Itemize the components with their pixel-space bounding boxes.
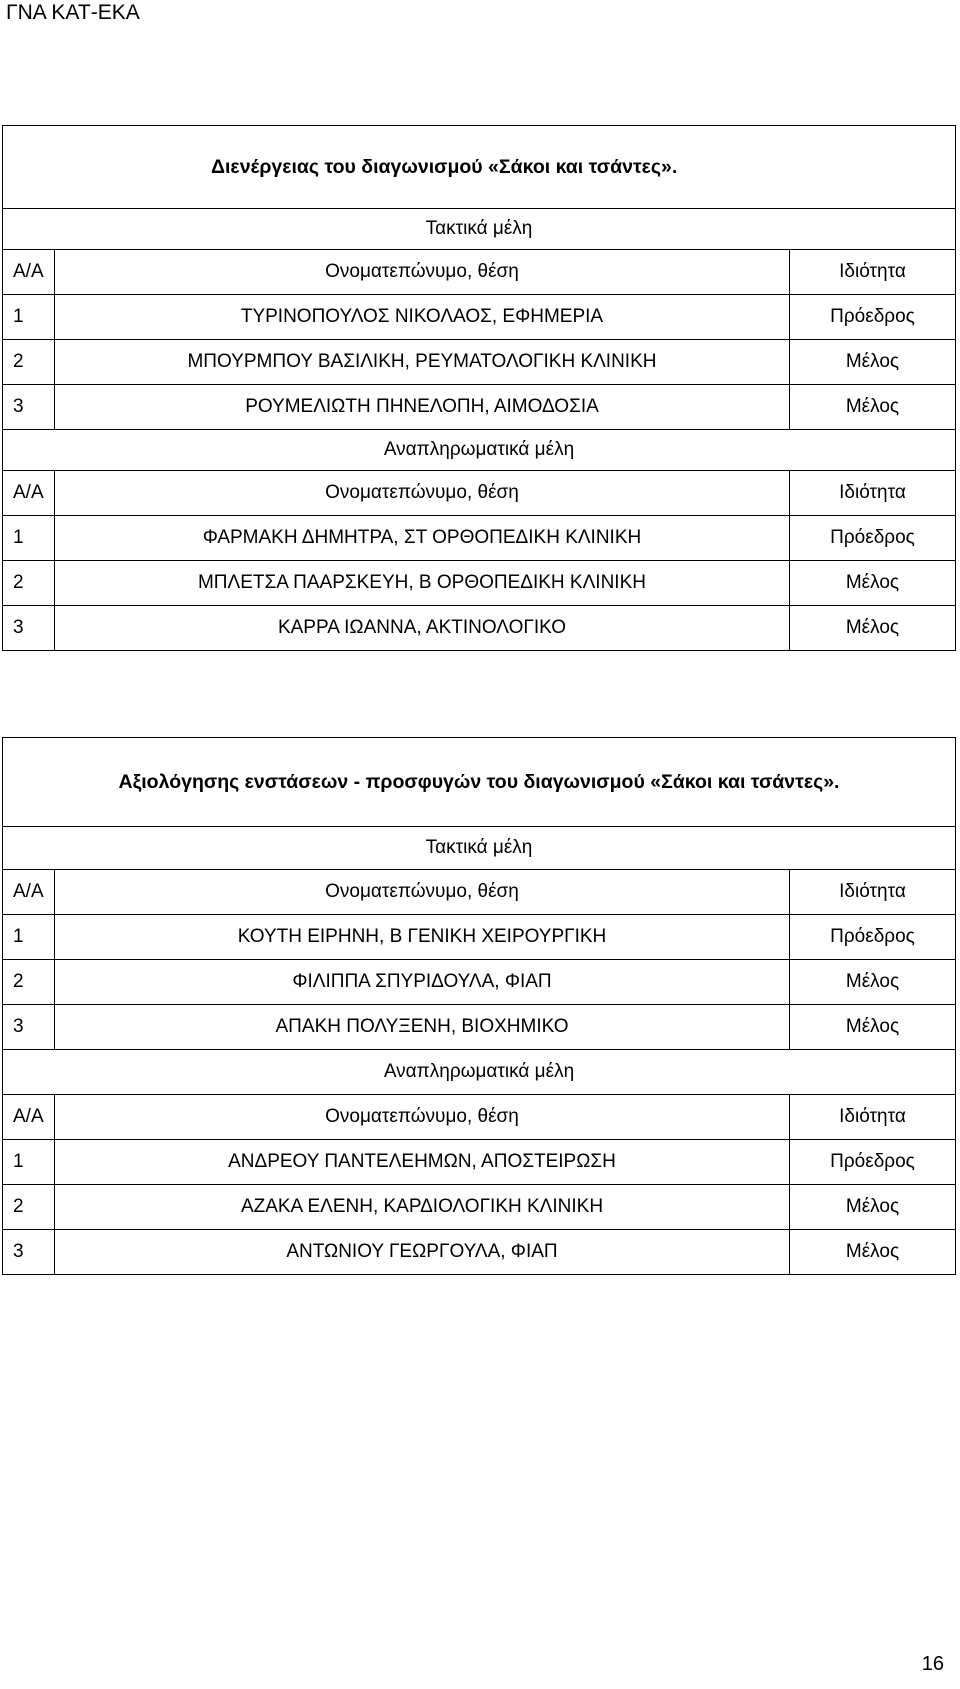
column-header-number: Α/Α — [3, 870, 55, 915]
row-role: Μέλος — [789, 385, 955, 430]
row-role: Μέλος — [789, 561, 955, 606]
row-name: ΤΥΡΙΝΟΠΟΥΛΟΣ ΝΙΚΟΛΑΟΣ, ΕΦΗΜΕΡΙΑ — [55, 295, 790, 340]
section-label-alternate: Αναπληρωματικά μέλη — [3, 430, 956, 471]
section-row — [3, 209, 956, 250]
section-row — [3, 1050, 956, 1095]
header-row — [3, 870, 956, 915]
table-row — [3, 960, 956, 1005]
row-role: Μέλος — [789, 340, 955, 385]
table-title: Αξιολόγησης ενστάσεων - προσφυγών του διαγωνισμού «Σάκοι και τσάντες». — [3, 738, 956, 827]
row-role: Μέλος — [789, 1185, 955, 1230]
row-role: Μέλος — [789, 1230, 955, 1275]
row-role: Μέλος — [789, 960, 955, 1005]
column-header-number: Α/Α — [3, 471, 55, 516]
row-role: Πρόεδρος — [789, 915, 955, 960]
row-name: ΚΟΥΤΗ ΕΙΡΗΝΗ, Β ΓΕΝΙΚΗ ΧΕΙΡΟΥΡΓΙΚΗ — [55, 915, 790, 960]
column-header-name: Ονοματεπώνυμο, θέση — [55, 1095, 790, 1140]
row-number: 3 — [3, 1230, 55, 1275]
table-title-row — [3, 738, 956, 827]
row-role: Πρόεδρος — [789, 516, 955, 561]
row-name: ΜΠΛΕΤΣΑ ΠΑΑΡΣΚΕΥΗ, Β ΟΡΘΟΠΕΔΙΚΗ ΚΛΙΝΙΚΗ — [55, 561, 790, 606]
row-name: ΑΠΑΚΗ ΠΟΛΥΞΕΝΗ, ΒΙΟΧΗΜΙΚΟ — [55, 1005, 790, 1050]
section-row — [3, 430, 956, 471]
row-role: Πρόεδρος — [789, 1140, 955, 1185]
table-row — [3, 385, 956, 430]
row-name: ΦΑΡΜΑΚΗ ΔΗΜΗΤΡΑ, ΣΤ ΟΡΘΟΠΕΔΙΚΗ ΚΛΙΝΙΚΗ — [55, 516, 790, 561]
row-name: ΚΑΡΡΑ ΙΩΑΝΝΑ, ΑΚΤΙΝΟΛΟΓΙΚΟ — [55, 606, 790, 651]
column-header-name: Ονοματεπώνυμο, θέση — [55, 870, 790, 915]
table-row — [3, 915, 956, 960]
row-number: 3 — [3, 606, 55, 651]
header-row — [3, 471, 956, 516]
row-number: 1 — [3, 1140, 55, 1185]
column-header-number: Α/Α — [3, 250, 55, 295]
row-number: 1 — [3, 295, 55, 340]
page-number: 16 — [921, 1653, 944, 1675]
row-name: ΦΙΛΙΠΠΑ ΣΠΥΡΙΔΟΥΛΑ, ΦΙΑΠ — [55, 960, 790, 1005]
header-row — [3, 1095, 956, 1140]
row-number: 2 — [3, 960, 55, 1005]
row-number: 2 — [3, 340, 55, 385]
table-row — [3, 1005, 956, 1050]
table-row — [3, 1140, 956, 1185]
table-row — [3, 295, 956, 340]
table-row — [3, 1230, 956, 1275]
row-number: 1 — [3, 915, 55, 960]
table-row — [3, 340, 956, 385]
table-row — [3, 606, 956, 651]
section-label-alternate: Αναπληρωματικά μέλη — [3, 1050, 956, 1095]
committee-table-1 — [2, 125, 956, 651]
table-row — [3, 1185, 956, 1230]
header-row — [3, 250, 956, 295]
row-role: Μέλος — [789, 606, 955, 651]
section-label-regular: Τακτικά μέλη — [3, 209, 956, 250]
column-header-name: Ονοματεπώνυμο, θέση — [55, 471, 790, 516]
section-label-regular: Τακτικά μέλη — [3, 827, 956, 870]
table-title-row — [3, 126, 956, 209]
column-header-role: Ιδιότητα — [789, 250, 955, 295]
row-name: ΑΝΤΩΝΙΟΥ ΓΕΩΡΓΟΥΛΑ, ΦΙΑΠ — [55, 1230, 790, 1275]
row-number: 2 — [3, 561, 55, 606]
row-number: 3 — [3, 385, 55, 430]
row-role: Μέλος — [789, 1005, 955, 1050]
column-header-role: Ιδιότητα — [789, 870, 955, 915]
table-title: Διενέργειας του διαγωνισμού «Σάκοι και τσάντες». — [3, 126, 956, 209]
section-row — [3, 827, 956, 870]
row-number: 1 — [3, 516, 55, 561]
row-name: ΑΖΑΚΑ ΕΛΕΝΗ, ΚΑΡΔΙΟΛΟΓΙΚΗ ΚΛΙΝΙΚΗ — [55, 1185, 790, 1230]
column-header-name: Ονοματεπώνυμο, θέση — [55, 250, 790, 295]
page-header: ΓΝΑ ΚΑΤ-ΕΚΑ — [6, 1, 140, 24]
row-number: 3 — [3, 1005, 55, 1050]
row-name: ΜΠΟΥΡΜΠΟΥ ΒΑΣΙΛΙΚΗ, ΡΕΥΜΑΤΟΛΟΓΙΚΗ ΚΛΙΝΙΚΗ — [55, 340, 790, 385]
table-row — [3, 561, 956, 606]
row-role: Πρόεδρος — [789, 295, 955, 340]
column-header-role: Ιδιότητα — [789, 1095, 955, 1140]
table-row — [3, 516, 956, 561]
committee-table-2 — [2, 737, 956, 1275]
row-number: 2 — [3, 1185, 55, 1230]
row-name: ΑΝΔΡΕΟΥ ΠΑΝΤΕΛΕΗΜΩΝ, ΑΠΟΣΤΕΙΡΩΣΗ — [55, 1140, 790, 1185]
column-header-role: Ιδιότητα — [789, 471, 955, 516]
column-header-number: Α/Α — [3, 1095, 55, 1140]
row-name: ΡΟΥΜΕΛΙΩΤΗ ΠΗΝΕΛΟΠΗ, ΑΙΜΟΔΟΣΙΑ — [55, 385, 790, 430]
